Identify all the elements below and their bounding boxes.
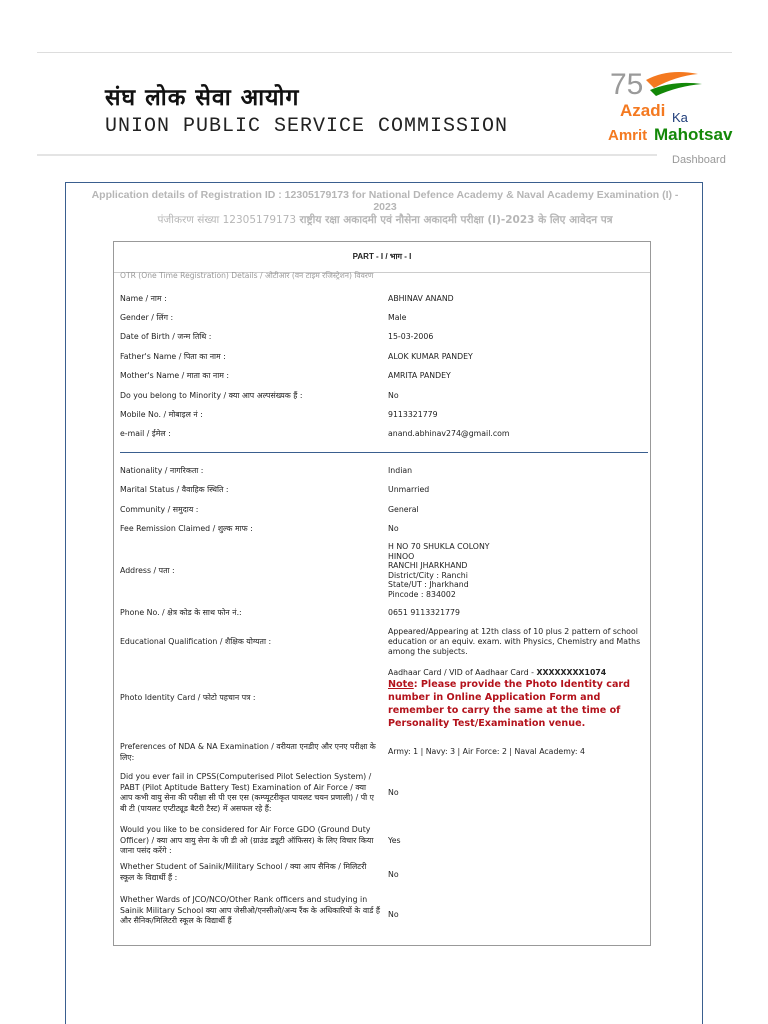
row-value: Unmarried — [388, 485, 430, 494]
address-line: RANCHI JHARKHAND — [388, 561, 468, 571]
application-title-hi — [80, 214, 690, 226]
row-label: Date of Birth / जन्म तिथि : — [120, 332, 212, 341]
address-value — [388, 542, 646, 600]
photo-id-card — [388, 668, 646, 678]
row-value: 15-03-2006 — [388, 332, 434, 341]
row-label: Nationality / नागरिकता : — [120, 466, 204, 475]
part-one-table — [113, 241, 651, 946]
note-text: : Please provide the Photo Identity card number in Online Application Form and remember to carry the same at the time of Personality Test/Examination venue. — [388, 679, 631, 729]
title-hi-rest: राष्ट्रीय रक्षा अकादमी एवं नौसेना अकादमी परीक्षा (I)-2023 के लिए आवेदन पत्र — [299, 214, 613, 226]
header-divider — [37, 154, 657, 156]
logo-number: 75 — [610, 68, 644, 101]
row-value: Male — [388, 313, 407, 322]
row-label: Whether Wards of JCO/NCO/Other Rank officers and studying in Sainik Military School क्या आप जेसीओ/एनसीओ/अन्य रैंक के अधिकारियों के वार्ड हैं और सैनिक/मिलिटरी स्कूल के विद्यार्थी हैं — [120, 895, 380, 925]
row-value: Indian — [388, 466, 413, 475]
address-line: Pincode : 834002 — [388, 589, 456, 599]
top-divider — [37, 52, 732, 53]
address-line: HINOO — [388, 551, 415, 561]
address-line: H NO 70 SHUKLA COLONY — [388, 542, 490, 551]
note-label: Note — [388, 679, 414, 690]
part-heading: PART - I / भाग - I — [114, 242, 650, 273]
row-value: General — [388, 505, 419, 514]
photo-id-value — [388, 668, 646, 730]
azadi-ka-amrit-mahotsav-logo — [606, 64, 734, 148]
logo-ka: Ka — [672, 110, 688, 125]
row-value: Appeared/Appearing at 12th class of 10 plus 2 pattern of school education or an equiv. exam. with Physics, Chemistry and Maths among the subjects. — [388, 627, 641, 656]
title-hi-prefix: पंजीकरण संख्या 12305179173 — [157, 214, 297, 226]
row-label: Fee Remission Claimed / शुल्क माफ : — [120, 524, 253, 533]
row-label: Phone No. / क्षेत्र कोड के साथ फोन नं.: — [120, 608, 242, 617]
row-label: Mother's Name / माता का नाम : — [120, 371, 229, 380]
logo-amrit: Amrit — [608, 127, 648, 144]
hindi-org-title: संघ लोक सेवा आयोग — [105, 85, 300, 111]
row-value: No — [388, 870, 399, 879]
row-label: Mobile No. / मोबाइल नं : — [120, 410, 203, 419]
row-label: e-mail / ईमेल : — [120, 429, 171, 438]
row-label: Address / पता : — [120, 566, 175, 575]
section-divider — [120, 452, 648, 453]
row-label: Gender / लिंग : — [120, 313, 174, 322]
logo-mahotsav: Mahotsav — [654, 125, 733, 144]
photo-id-note — [388, 678, 646, 730]
row-value: No — [388, 391, 399, 400]
address-line: State/UT : Jharkhand — [388, 580, 469, 590]
row-label: Whether Student of Sainik/Military School / क्या आप सैनिक / मिलिटरी स्कूल के विद्यार्थी हैं : — [120, 862, 367, 882]
row-value: 9113321779 — [388, 410, 438, 419]
english-org-title: UNION PUBLIC SERVICE COMMISSION — [105, 115, 509, 138]
otr-heading: OTR (One Time Registration) Details / ओटीआर (वन टाइम रजिस्ट्रेशन) विवरण — [120, 271, 374, 280]
row-value: 0651 9113321779 — [388, 608, 460, 617]
row-label: Preferences of NDA & NA Examination / वरीयता एनडीए और एनए परीक्षा के लिए: — [120, 742, 376, 762]
row-value: ABHINAV ANAND — [388, 294, 454, 303]
address-line: District/City : Ranchi — [388, 570, 468, 580]
row-value: No — [388, 788, 399, 797]
row-label: Did you ever fail in CPSS(Computerised Pilot Selection System) / PABT (Pilot Aptitude Battery Test) Examination of Air Force / क्या आप कभी वायु सेना की परीक्षा सी पी एस एस (कम्प्यूटरीकृत पायलट चयन प्रणाली) / पी ए बी टी (पायलट एप्टीट्यूड बैटरी टैस्ट) में असफल रहे हैं: — [120, 772, 374, 813]
row-label: Community / समुदाय : — [120, 505, 199, 514]
row-value: Yes — [388, 836, 401, 845]
row-label: Marital Status / वैवाहिक स्थिति : — [120, 485, 229, 494]
row-label: Photo Identity Card / फोटो पहचान पत्र : — [120, 693, 256, 702]
row-value: No — [388, 910, 399, 919]
application-title-en: Application details of Registration ID : 12305179173 for National Defence Academy & Naval Academy Examination (I) - 2023 — [91, 189, 679, 213]
photo-id-card-text: Aadhaar Card / VID of Aadhaar Card - — [388, 668, 534, 677]
row-label: Do you belong to Minority / क्या आप अल्पसंख्यक हैं : — [120, 391, 303, 400]
row-value: No — [388, 524, 399, 533]
row-label: Name / नाम : — [120, 294, 167, 303]
row-label: Would you like to be considered for Air Force GDO (Ground Duty Officer) / क्या आप वायु सेना के जी डी ओ (ग्राउंड ड्यूटी ऑफिसर) के लिए विचार किया जाना पसंद करेंगे : — [120, 825, 374, 855]
row-label: Father's Name / पिता का नाम : — [120, 352, 226, 361]
row-value: Army: 1 | Navy: 3 | Air Force: 2 | Naval Academy: 4 — [388, 747, 585, 756]
row-value: anand.abhinav274@gmail.com — [388, 429, 510, 438]
photo-id-card-number: XXXXXXXX1074 — [536, 668, 607, 677]
dashboard-link[interactable]: Dashboard — [672, 154, 726, 166]
row-value: ALOK KUMAR PANDEY — [388, 352, 473, 361]
logo-azadi: Azadi — [620, 101, 666, 120]
row-value: AMRITA PANDEY — [388, 371, 451, 380]
row-label: Educational Qualification / शैक्षिक योग्यता : — [120, 637, 272, 646]
